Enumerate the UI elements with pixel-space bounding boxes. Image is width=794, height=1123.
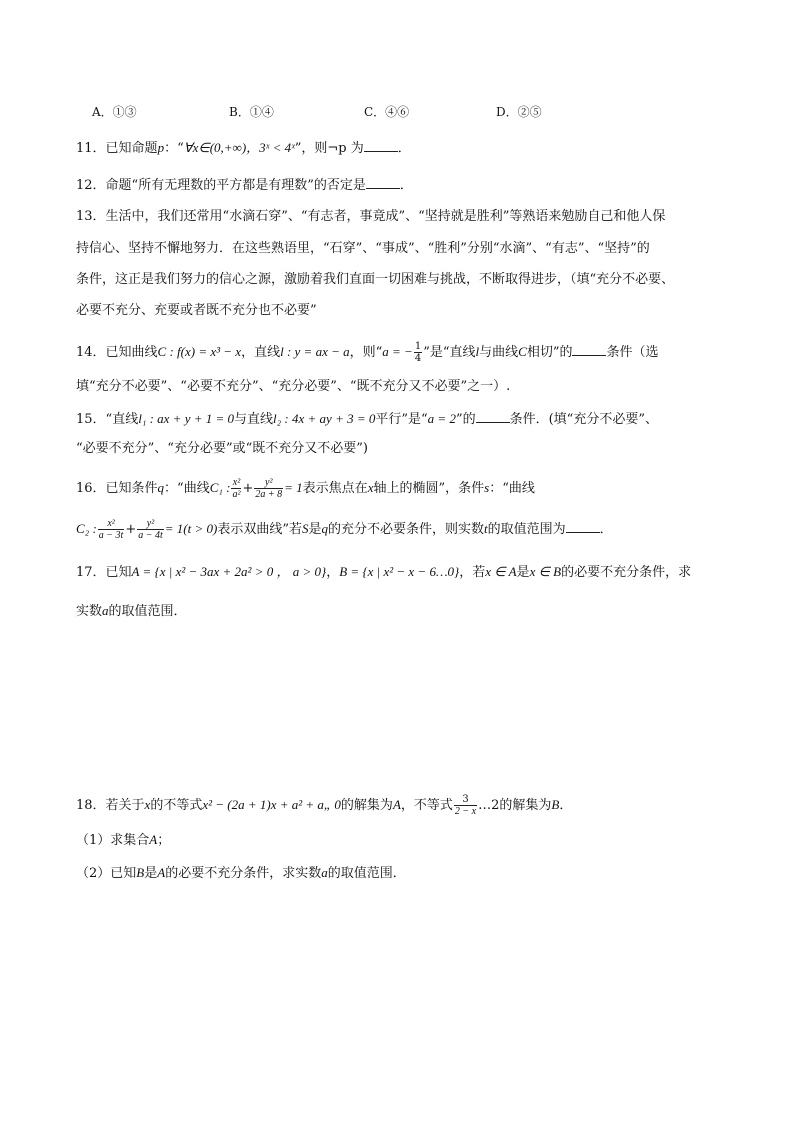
question-13-line-1: 13．生活中，我们还常用“水滴石穿”、“有志者，事竟成”、“坚持就是胜利”等熟语来勉励自己和他人保 [76,209,666,224]
question-15-line-2: “必要不充分”、“充分必要”或“既不充分又不必要”) [76,441,368,456]
question-11: 11．已知命题p：“∀x∈(0,+∞)，3ˣ < 4ˣ”，则¬p 为 ． [76,140,411,156]
answer-blank[interactable] [566,520,600,533]
fraction: $\frac{\text{y²}}{a - 4t}$ [138,518,163,541]
question-14-line-2: 填“充分不必要”、“必要不充分”、“充分必要”、“既不充分又不必要”之一）. [76,379,511,394]
question-18-part-2: （2）已知B是A的必要不充分条件，求实数a的取值范围． [76,865,406,881]
question-16: 16．已知条件q：“曲线C₁ : $\frac{\text{x²}}{\text{a²}}$ + $\frac{\text{y²}}{2a + 8}$ = 1表示焦点在x轴上的椭圆”，条件s：“曲线 [76,477,535,500]
question-18: 18．若关于x的不等式x² − (2a + 1)x + a² + a„ 0的解集为A，不等式 $\frac{3}{2 - x}$ …2的解集为B． [76,794,573,817]
question-17-line-2: 实数a的取值范围． [76,603,187,619]
fraction: $\frac{\text{x²}}{\text{a²}}$ [232,477,241,500]
question-12: 12．命题“所有无理数的平方都是有理数”的否定是 ． [76,178,413,193]
option-c: C．④⑥ [364,105,410,119]
question-17: 17．已知A = {x | x² − 3ax + 2a² > 0 ， a > 0}，B = {x | x² − x − 6…0}，若x ∈ A是x ∈ B的必要不充分条件，求 [76,564,692,580]
question-13-line-4: 必要不充分、充要或者既不充分也不必要” [76,303,317,318]
question-14: 14．已知曲线C : f(x) = x³ − x，直线l : y = ax − a，则“a = − $\frac{1}{4}$ ”是“直线l与曲线C相切”的 条件（选 [76,341,659,364]
fraction: $\frac{\text{x²}}{a - 3t}$ [98,518,124,541]
fraction: $\frac{\text{y²}}{2a + 8}$ [255,477,283,500]
question-13-line-3: 条件，这正是我们努力的信心之源，激励着我们直面一切困难与挑战，不断取得进步，（填“充分不必要、 [76,272,675,287]
fraction: $\frac{3}{2 - x}$ [454,794,477,817]
answer-blank[interactable] [364,139,398,152]
question-18-part-1: （1）求集合A； [76,832,171,848]
question-13-line-2: 持信心、坚持不懈地努力．在这些熟语里，“石穿”、“事成”、“胜利”分别“水滴”、“有志”、“坚持”的 [76,241,650,256]
question-16-line-2: C₂ : $\frac{\text{x²}}{a - 3t}$ + $\frac{\text{y²}}{a - 4t}$ = 1(t > 0)表示双曲线”若S是q的充分不必要条件，则实数t的取值范围为 ． [76,518,613,541]
question-15: 15．“直线l₁ : ax + y + 1 = 0与直线l₂ : 4x + ay + 3 = 0平行”是“a = 2”的 条件．(填“充分不必要”、 [76,411,658,427]
answer-blank[interactable] [572,343,606,356]
answer-blank[interactable] [476,410,510,423]
option-b: B．①④ [229,105,274,119]
option-d: D．②⑤ [496,105,542,119]
answer-blank[interactable] [366,176,400,189]
fraction: $\frac{1}{4}$ [414,341,422,364]
option-a: A．①③ [92,105,137,119]
